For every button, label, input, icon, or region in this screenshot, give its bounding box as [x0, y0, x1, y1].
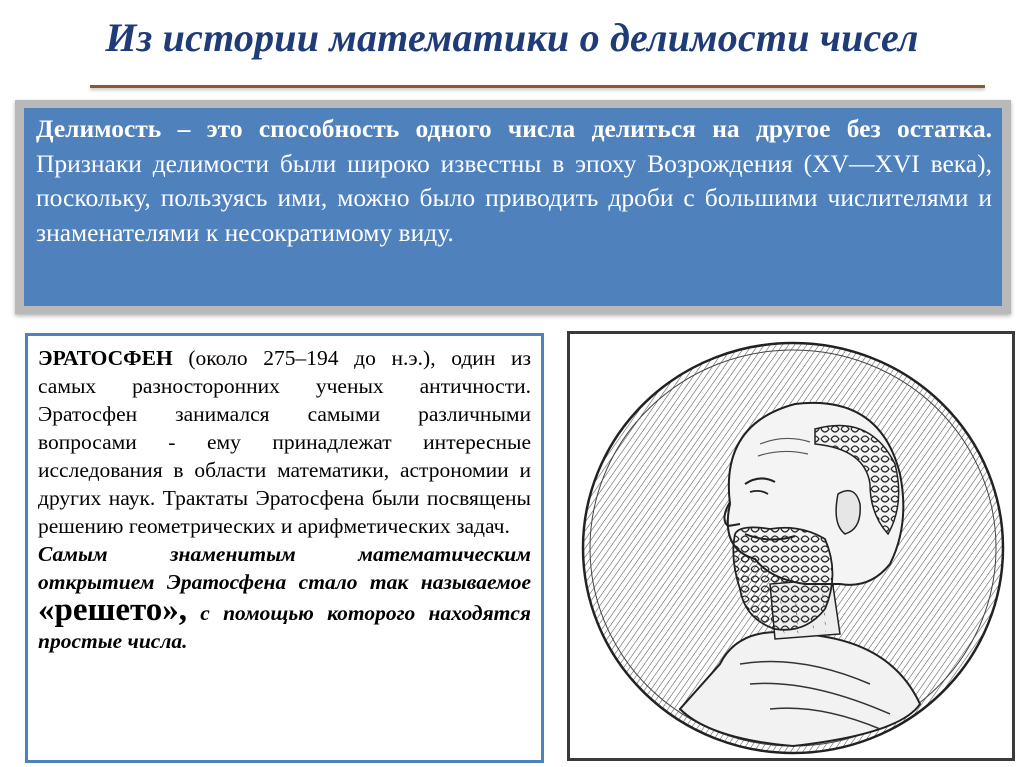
title-divider	[90, 85, 985, 88]
portrait-frame	[567, 331, 1015, 761]
biography-text: (около 275–194 до н.э.), один из самых разносторонних ученых античности. Эратосфен занимался самыми различными вопросами - ему принадлежат интересные исследования в области математики, астрономии и других наук. Трактаты Эратосфена были посвящены решению геометрических и арифметических задач.	[38, 346, 531, 538]
definition-box	[15, 100, 1011, 314]
biography-box	[25, 333, 544, 763]
sieve-word: «решето»,	[38, 592, 188, 628]
biography-highlight	[38, 540, 531, 655]
definition-text	[24, 108, 1002, 306]
definition-regular: Признаки делимости были широко известны в эпоху Возрождения (XV—XVI века), поскольку, пользуясь ими, можно было приводить дроби с большими числителями и знаменателями к несократимому виду.	[36, 148, 992, 247]
slide-title: Из истории математики о делимости чисел	[105, 15, 919, 60]
eratosthenes-portrait	[570, 334, 1012, 758]
biography-paragraph	[38, 344, 531, 540]
definition-bold: Делимость – это способность одного числа делиться на другое без остатка.	[36, 114, 992, 143]
biography-name: ЭРАТОСФЕН	[38, 346, 173, 370]
highlight-before: Самым знаменитым математическим открытием Эратосфена стало так называемое	[38, 542, 531, 594]
highlight-after: с помощью которого находятся простые числа.	[38, 601, 531, 653]
